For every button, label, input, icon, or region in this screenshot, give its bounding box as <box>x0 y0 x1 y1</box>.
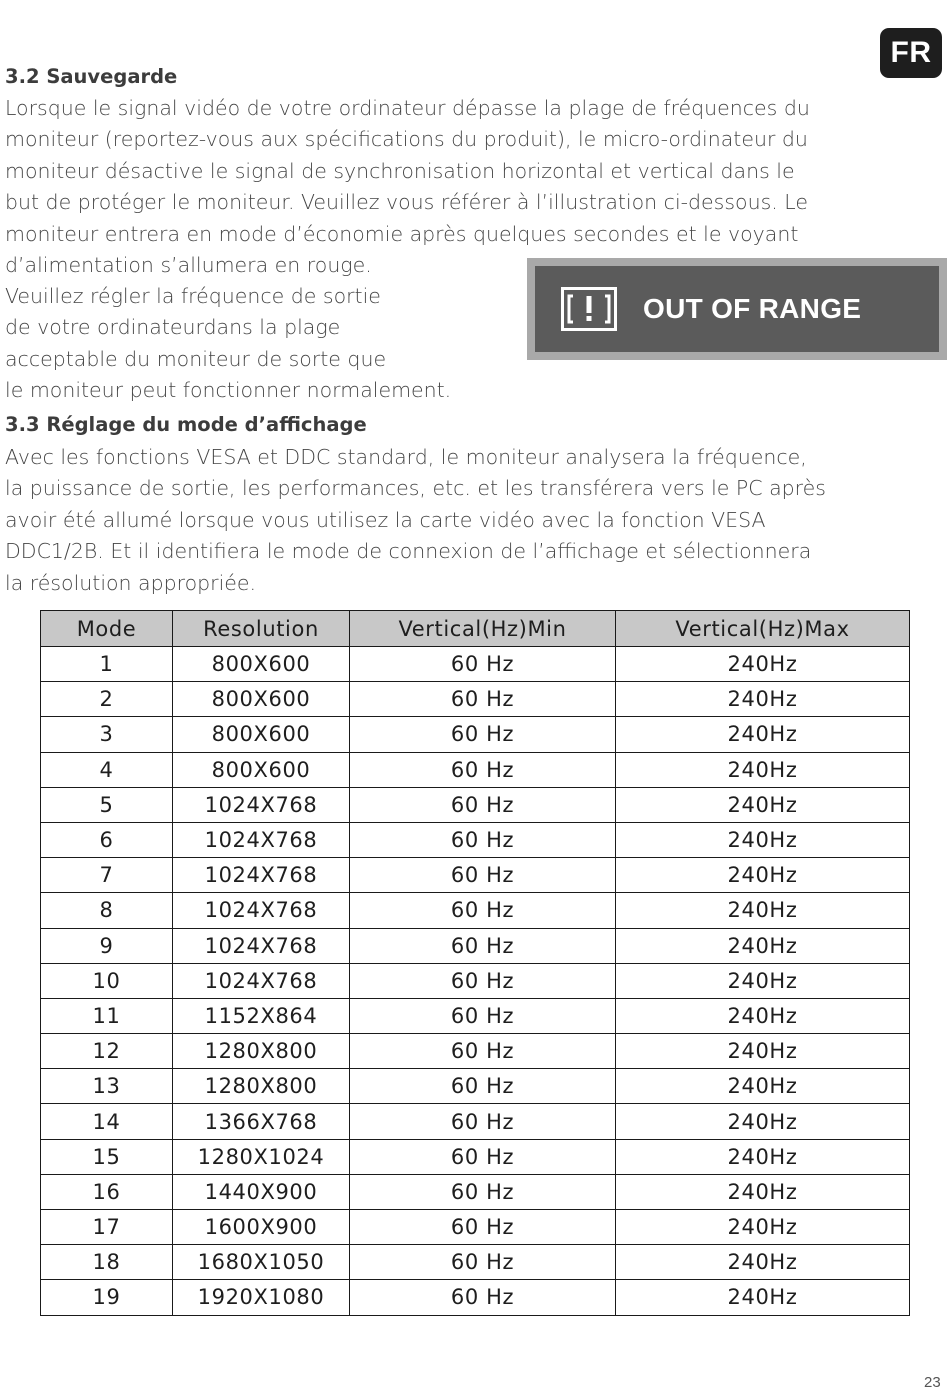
cell-vertical-min: 60 Hz <box>350 1104 616 1139</box>
cell-mode: 8 <box>41 893 173 928</box>
cell-resolution: 800X600 <box>173 752 350 787</box>
cell-resolution: 1024X768 <box>173 893 350 928</box>
header-vertical-min: Vertical(Hz)Min <box>350 611 616 647</box>
cell-vertical-min: 60 Hz <box>350 1034 616 1069</box>
table-row <box>41 928 910 963</box>
cell-mode: 16 <box>41 1174 173 1209</box>
text-line: DDC1/2B. Et il identifiera le mode de connexion de l’affichage et sélectionnera <box>5 539 812 564</box>
cell-vertical-min: 60 Hz <box>350 1139 616 1174</box>
page-number: 23 <box>924 1374 941 1391</box>
section-heading-display-mode: 3.3 Réglage du mode d’affichage <box>5 413 367 436</box>
cell-mode: 15 <box>41 1139 173 1174</box>
cell-mode: 14 <box>41 1104 173 1139</box>
table-row <box>41 682 910 717</box>
table-row <box>41 963 910 998</box>
cell-vertical-max: 240Hz <box>616 822 910 857</box>
text-line: moniteur désactive le signal de synchronisation horizontal et vertical dans le <box>5 158 795 183</box>
cell-vertical-max: 240Hz <box>616 717 910 752</box>
cell-vertical-max: 240Hz <box>616 1104 910 1139</box>
text-line: but de protéger le moniteur. Veuillez vous référer à l’illustration ci-dessous. Le <box>5 190 808 215</box>
cell-vertical-max: 240Hz <box>616 998 910 1033</box>
table-row <box>41 1139 910 1174</box>
cell-resolution: 1024X768 <box>173 787 350 822</box>
text-line: Avec les fonctions VESA et DDC standard, le moniteur analysera la fréquence, <box>5 445 807 469</box>
display-mode-table <box>40 610 910 1316</box>
cell-resolution: 1024X768 <box>173 963 350 998</box>
cell-vertical-max: 240Hz <box>616 1174 910 1209</box>
text-line: moniteur entrera en mode d’économie après quelques secondes et le voyant <box>5 221 799 246</box>
text-line: acceptable du moniteur de sorte que <box>5 346 387 371</box>
cell-mode: 12 <box>41 1034 173 1069</box>
cell-mode: 5 <box>41 787 173 822</box>
table-row <box>41 717 910 752</box>
table-row <box>41 1069 910 1104</box>
cell-mode: 11 <box>41 998 173 1033</box>
cell-resolution: 1152X864 <box>173 998 350 1033</box>
table-row <box>41 858 910 893</box>
table-body <box>41 647 910 1316</box>
cell-resolution: 1366X768 <box>173 1104 350 1139</box>
cell-resolution: 1024X768 <box>173 928 350 963</box>
cell-vertical-max: 240Hz <box>616 1034 910 1069</box>
cell-mode: 7 <box>41 858 173 893</box>
cell-mode: 13 <box>41 1069 173 1104</box>
cell-resolution: 1440X900 <box>173 1174 350 1209</box>
table-row <box>41 1245 910 1280</box>
table-row <box>41 752 910 787</box>
text-line: d’alimentation s’allumera en rouge. <box>5 253 372 278</box>
header-mode: Mode <box>41 611 173 647</box>
cell-vertical-min: 60 Hz <box>350 647 616 682</box>
cell-vertical-max: 240Hz <box>616 893 910 928</box>
table-header-row <box>41 611 910 647</box>
text-line: avoir été allumé lorsque vous utilisez la carte vidéo avec la fonction VESA <box>5 507 766 532</box>
header-vertical-max: Vertical(Hz)Max <box>616 611 910 647</box>
table-row <box>41 1280 910 1315</box>
cell-resolution: 1600X900 <box>173 1210 350 1245</box>
cell-vertical-min: 60 Hz <box>350 1174 616 1209</box>
cell-mode: 17 <box>41 1210 173 1245</box>
table-row <box>41 787 910 822</box>
cell-mode: 18 <box>41 1245 173 1280</box>
cell-vertical-max: 240Hz <box>616 1245 910 1280</box>
cell-vertical-max: 240Hz <box>616 1139 910 1174</box>
out-of-range-illustration <box>535 266 939 352</box>
cell-resolution: 800X600 <box>173 647 350 682</box>
cell-mode: 19 <box>41 1280 173 1315</box>
language-badge: FR <box>880 28 942 78</box>
cell-vertical-max: 240Hz <box>616 963 910 998</box>
cell-resolution: 1280X800 <box>173 1069 350 1104</box>
cell-mode: 9 <box>41 928 173 963</box>
cell-vertical-min: 60 Hz <box>350 717 616 752</box>
cell-vertical-max: 240Hz <box>616 928 910 963</box>
cell-resolution: 800X600 <box>173 717 350 752</box>
text-line: Veuillez régler la fréquence de sortie <box>5 284 381 308</box>
cell-vertical-min: 60 Hz <box>350 893 616 928</box>
cell-vertical-min: 60 Hz <box>350 1280 616 1315</box>
cell-resolution: 1680X1050 <box>173 1245 350 1280</box>
cell-vertical-max: 240Hz <box>616 787 910 822</box>
out-of-range-message: OUT OF RANGE <box>643 293 862 324</box>
section-heading-sauvegarde: 3.2 Sauvegarde <box>5 65 178 88</box>
text-line: la puissance de sortie, les performances, etc. et les transférera vers le PC après <box>5 476 826 501</box>
cell-vertical-min: 60 Hz <box>350 858 616 893</box>
cell-mode: 1 <box>41 647 173 682</box>
table-row <box>41 822 910 857</box>
cell-vertical-min: 60 Hz <box>350 752 616 787</box>
cell-vertical-min: 60 Hz <box>350 822 616 857</box>
text-line: la résolution appropriée. <box>5 570 257 595</box>
cell-mode: 2 <box>41 682 173 717</box>
table-row <box>41 1210 910 1245</box>
cell-vertical-min: 60 Hz <box>350 1245 616 1280</box>
cell-vertical-min: 60 Hz <box>350 998 616 1033</box>
cell-resolution: 1024X768 <box>173 822 350 857</box>
text-line: Lorsque le signal vidéo de votre ordinateur dépasse la plage de fréquences du <box>5 96 810 120</box>
cell-mode: 6 <box>41 822 173 857</box>
table-row <box>41 893 910 928</box>
cell-vertical-min: 60 Hz <box>350 1210 616 1245</box>
cell-vertical-max: 240Hz <box>616 752 910 787</box>
table-row <box>41 1104 910 1139</box>
table-row <box>41 1174 910 1209</box>
cell-resolution: 1280X1024 <box>173 1139 350 1174</box>
cell-vertical-max: 240Hz <box>616 1280 910 1315</box>
sauvegarde-instruction <box>5 281 451 407</box>
cell-resolution: 1024X768 <box>173 858 350 893</box>
cell-vertical-min: 60 Hz <box>350 787 616 822</box>
display-mode-paragraph <box>5 442 826 599</box>
cell-vertical-max: 240Hz <box>616 682 910 717</box>
cell-resolution: 1920X1080 <box>173 1280 350 1315</box>
table-row <box>41 647 910 682</box>
header-resolution: Resolution <box>173 611 350 647</box>
warning-bracket-icon <box>561 287 617 331</box>
cell-mode: 3 <box>41 717 173 752</box>
sauvegarde-paragraph <box>5 93 810 281</box>
table-row <box>41 998 910 1033</box>
text-line: moniteur (reportez-vous aux spécifications du produit), le micro-ordinateur du <box>5 127 808 152</box>
cell-vertical-min: 60 Hz <box>350 963 616 998</box>
cell-vertical-max: 240Hz <box>616 647 910 682</box>
text-line: de votre ordinateurdans la plage <box>5 315 341 340</box>
table-row <box>41 1034 910 1069</box>
cell-vertical-min: 60 Hz <box>350 928 616 963</box>
cell-resolution: 1280X800 <box>173 1034 350 1069</box>
cell-resolution: 800X600 <box>173 682 350 717</box>
cell-mode: 10 <box>41 963 173 998</box>
cell-vertical-max: 240Hz <box>616 858 910 893</box>
text-line: le moniteur peut fonctionner normalement. <box>5 378 452 403</box>
cell-mode: 4 <box>41 752 173 787</box>
cell-vertical-min: 60 Hz <box>350 682 616 717</box>
cell-vertical-max: 240Hz <box>616 1210 910 1245</box>
cell-vertical-max: 240Hz <box>616 1069 910 1104</box>
cell-vertical-min: 60 Hz <box>350 1069 616 1104</box>
